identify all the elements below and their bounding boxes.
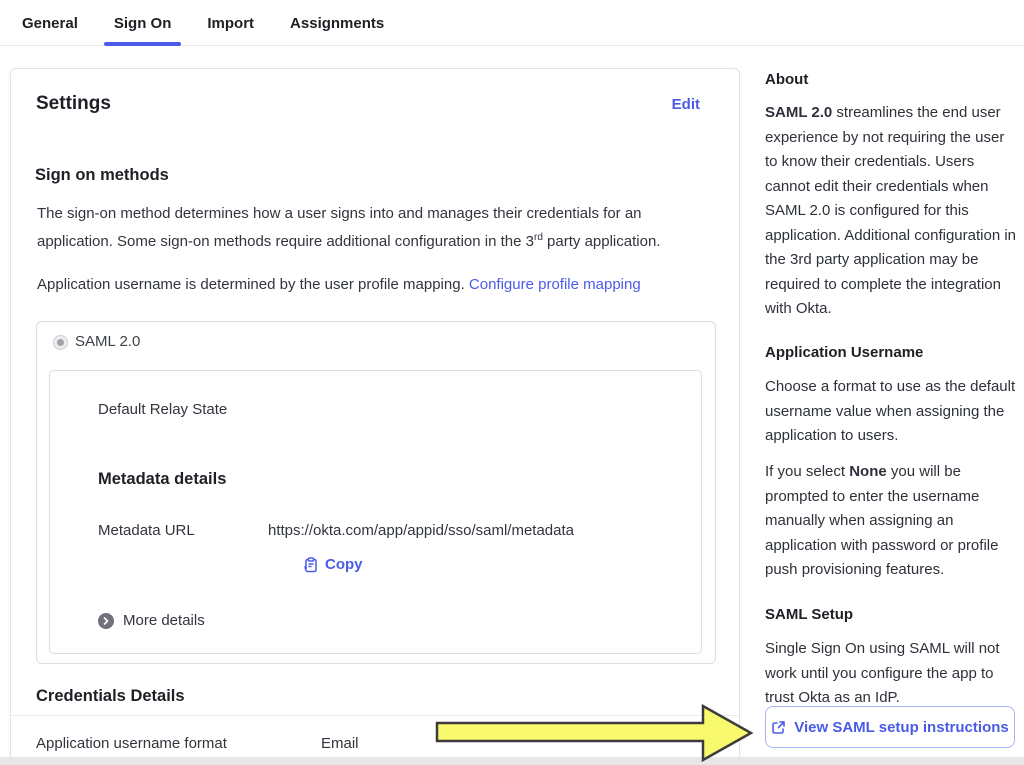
more-details-toggle[interactable] — [98, 612, 205, 629]
intro1-text-b: party application. — [542, 233, 661, 250]
saml-method-card — [36, 321, 716, 664]
saml-setup-heading: SAML Setup — [765, 606, 854, 623]
intro1-sup: rd — [533, 232, 543, 243]
intro2-text: Application username is determined by the user profile mapping. — [37, 276, 469, 293]
about-heading: About — [765, 71, 809, 88]
settings-panel — [10, 68, 740, 765]
external-link-icon — [771, 720, 786, 735]
application-username-paragraph-1: Choose a format to use as the default username value when assigning the application to users. — [765, 378, 1016, 444]
copy-button-label: Copy — [325, 556, 363, 573]
app-tab-bar — [0, 0, 1024, 46]
more-details-label: More details — [123, 612, 205, 629]
metadata-url-value: https://okta.com/app/appid/sso/saml/metadata — [268, 522, 574, 539]
about-text — [765, 101, 1017, 322]
sign-on-method-description — [37, 202, 702, 254]
view-saml-setup-instructions-button[interactable] — [765, 706, 1015, 748]
application-username-description — [37, 273, 717, 297]
panel-title: Settings — [36, 93, 111, 114]
credentials-row-value: Email — [321, 735, 359, 752]
saml-radio-label: SAML 2.0 — [75, 333, 141, 350]
saml-radio-button[interactable] — [53, 335, 68, 350]
bottom-cutoff-strip — [0, 757, 1024, 765]
tab-general[interactable]: General — [22, 15, 78, 32]
saml-details-card — [49, 370, 702, 654]
application-username-heading: Application Username — [765, 344, 924, 361]
metadata-url-label: Metadata URL — [98, 522, 195, 539]
default-relay-state-label: Default Relay State — [98, 401, 228, 418]
saml-setup-text: Single Sign On using SAML will not work until you configure the app to trust Okta as an IdP. — [765, 640, 1000, 706]
about-bold-term: SAML 2.0 — [765, 104, 833, 121]
tab-assignments[interactable]: Assignments — [290, 15, 385, 32]
appuser-p2-post: you will be prompted to enter the username manually when assigning an application with password or profile push provisioning features. — [765, 463, 999, 578]
about-body-text: streamlines the end user experience by not requiring the user to know their credentials. Users cannot edit their credentials when SAML 2.0 is configured for this application. Additional configuration in the 3rd party application may be required to complete the integration with Okta. — [765, 104, 1017, 317]
tab-sign-on[interactable]: Sign On — [104, 3, 182, 45]
metadata-details-heading: Metadata details — [98, 470, 227, 488]
copy-button[interactable] — [303, 556, 363, 573]
credentials-divider — [11, 715, 741, 716]
appuser-p2-pre: If you select — [765, 463, 850, 480]
view-saml-setup-instructions-label: View SAML setup instructions — [794, 718, 1009, 736]
edit-button[interactable]: Edit — [671, 96, 700, 113]
sign-on-methods-heading: Sign on methods — [35, 166, 169, 184]
intro1-text-a: The sign-on method determines how a user signs into and manages their credentials for an application. Some sign-on methods require additional configuration in the 3 — [37, 205, 642, 250]
application-username-paragraph-2 — [765, 460, 1017, 583]
appuser-p2-bold-term: None — [849, 463, 887, 480]
chevron-right-circle-icon — [98, 613, 114, 629]
credentials-row-label: Application username format — [36, 735, 227, 752]
tab-import[interactable]: Import — [207, 15, 255, 32]
configure-profile-mapping-link[interactable]: Configure profile mapping — [468, 276, 641, 293]
clipboard-copy-icon — [303, 557, 319, 573]
credentials-details-heading: Credentials Details — [36, 687, 185, 705]
